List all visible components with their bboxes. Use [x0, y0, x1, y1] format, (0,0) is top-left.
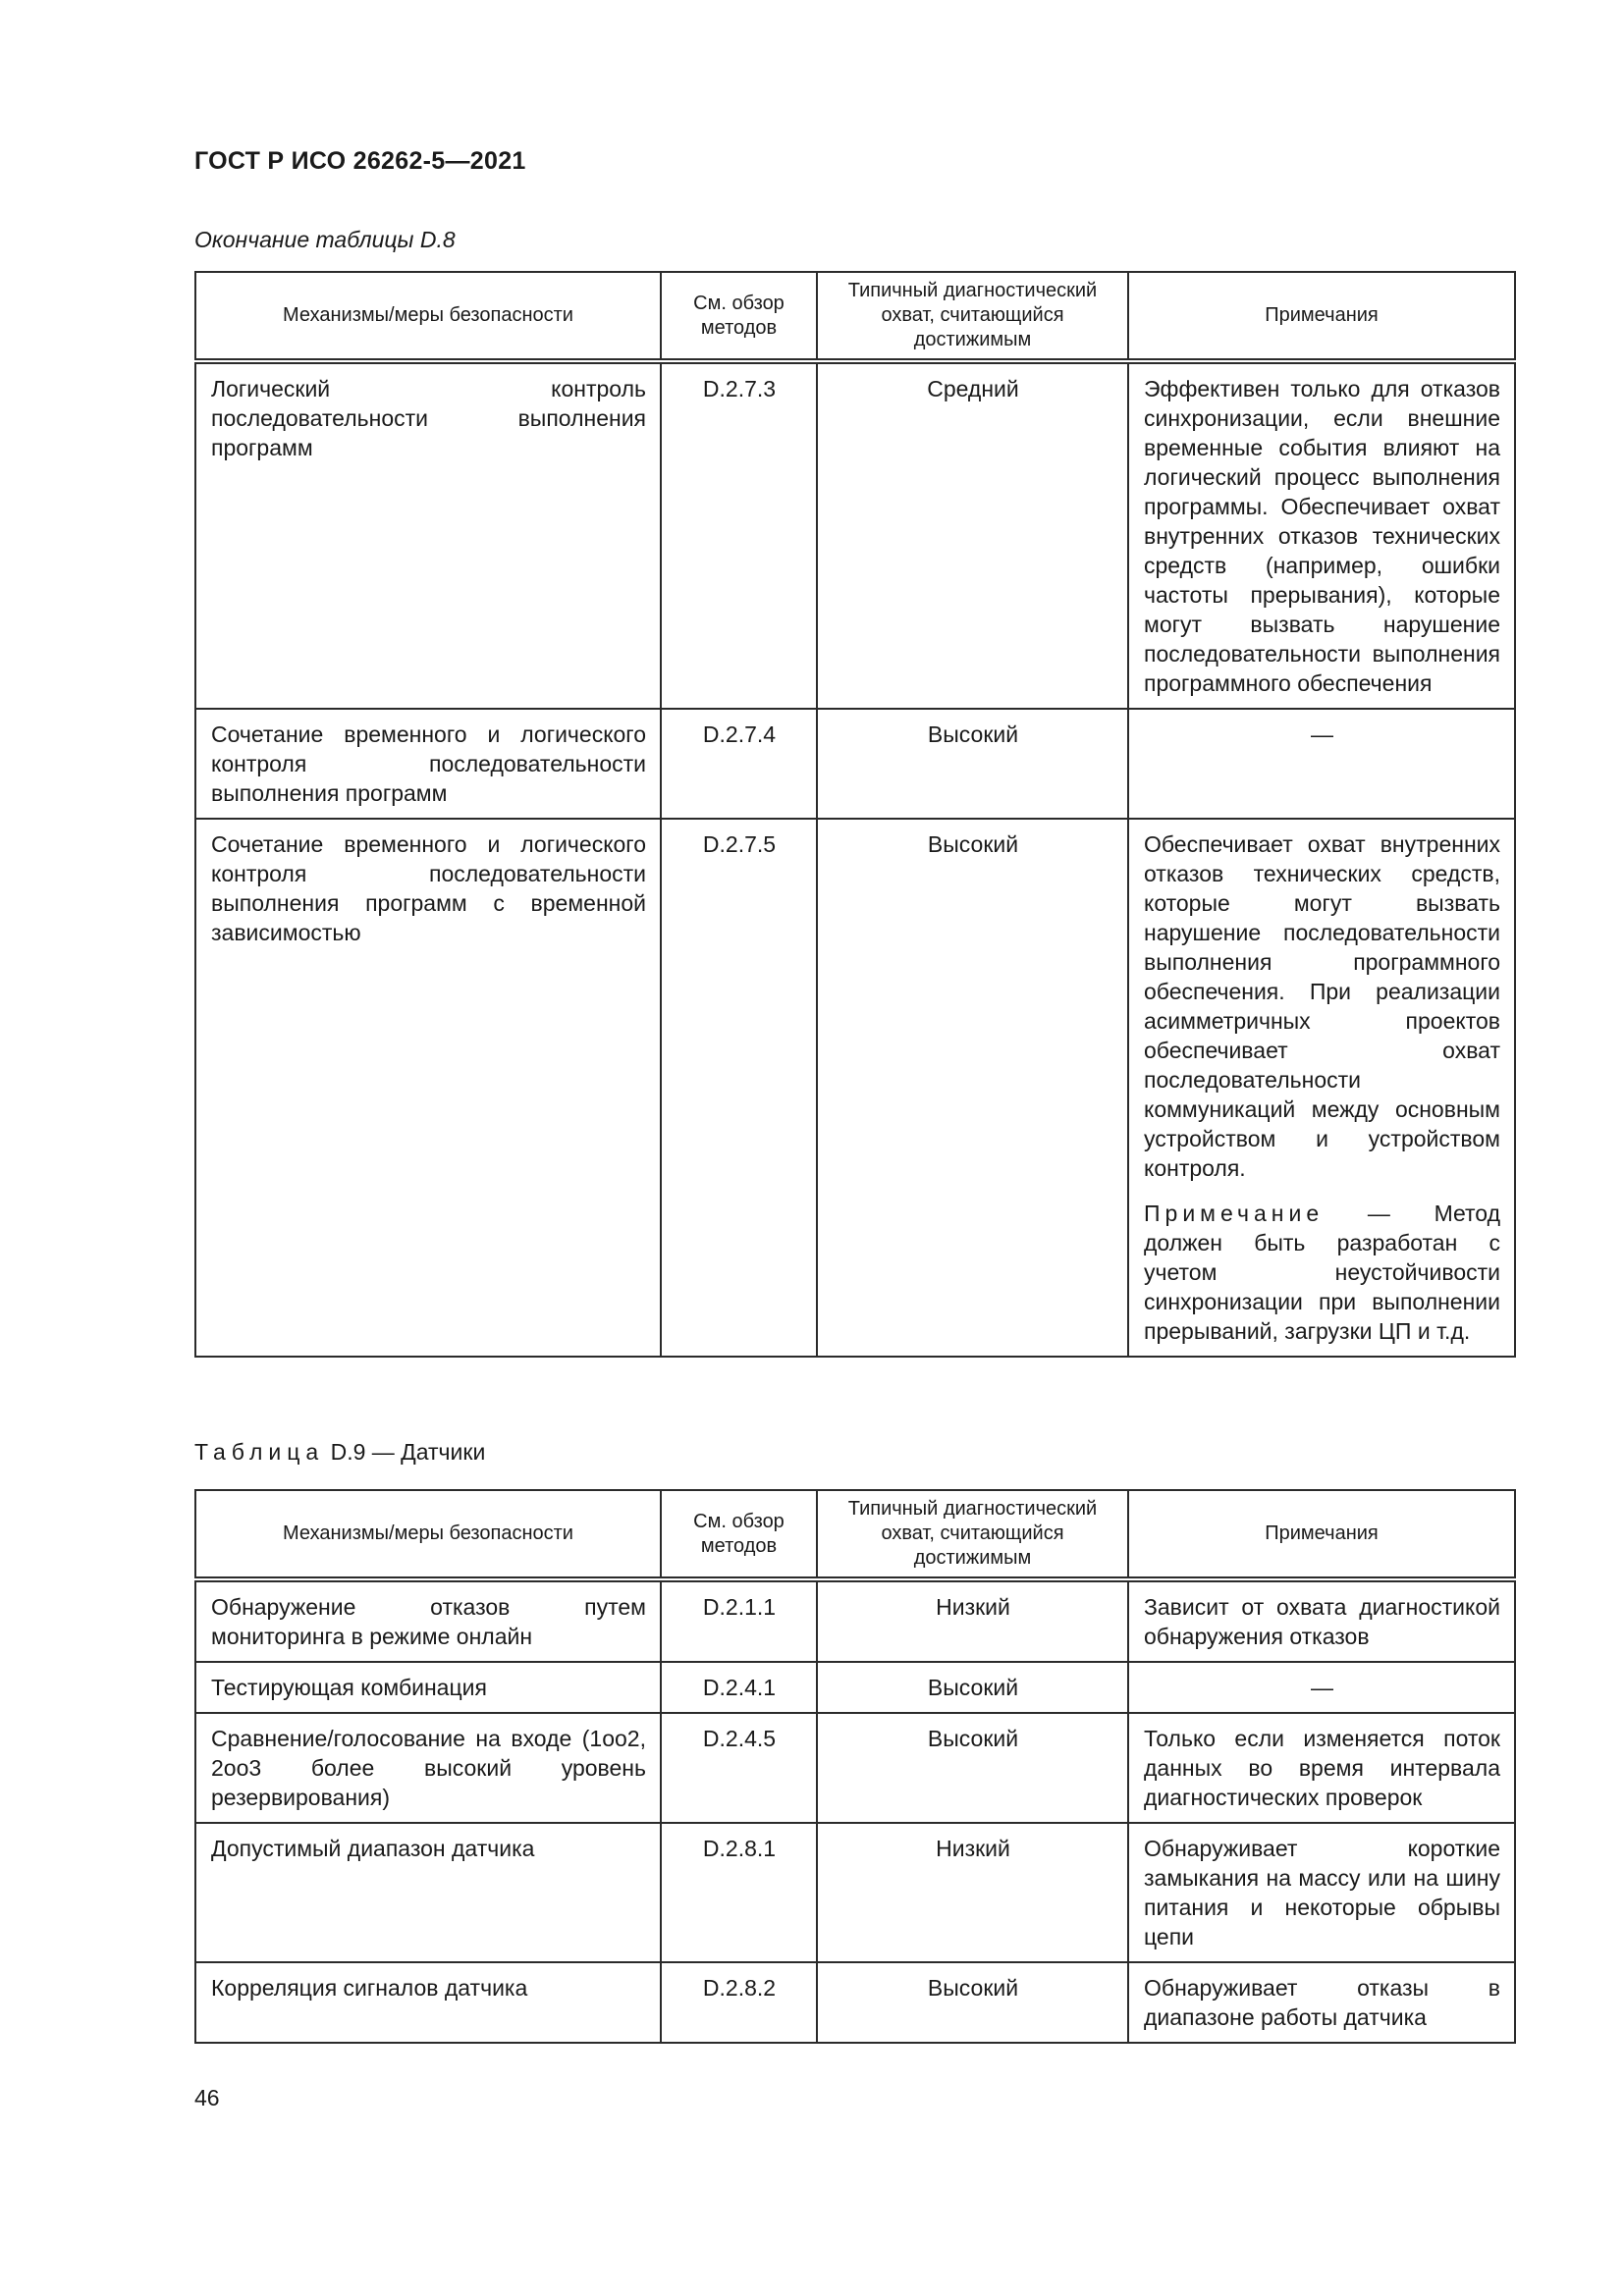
- table-row: [195, 1662, 1515, 1713]
- table-row: [195, 1823, 1515, 1962]
- method-ref-cell: D.2.4.1: [661, 1662, 817, 1713]
- column-header: См. обзор методов: [661, 1490, 817, 1579]
- coverage-cell: Низкий: [817, 1579, 1128, 1662]
- table-d9-caption: [194, 1439, 485, 1466]
- table-row: [195, 709, 1515, 819]
- table-row: [195, 361, 1515, 709]
- table-row: [195, 819, 1515, 1357]
- table-caption-title: D.9 — Датчики: [330, 1439, 486, 1465]
- method-ref-cell: D.2.4.5: [661, 1713, 817, 1823]
- column-header: Механизмы/меры безопасности: [195, 1490, 661, 1579]
- method-ref-cell: D.2.1.1: [661, 1579, 817, 1662]
- document-header: ГОСТ Р ИСО 26262-5—2021: [194, 147, 526, 175]
- note-cell: Зависит от охвата диагностикой обнаружения отказов: [1128, 1579, 1515, 1662]
- column-header: Примечания: [1128, 272, 1515, 361]
- column-header: Типичный диагностический охват, считающийся достижимым: [817, 1490, 1128, 1579]
- table-row: [195, 1962, 1515, 2043]
- mechanism-cell: Сравнение/голосование на входе (1oo2, 2oo3 более высокий уровень резервирования): [195, 1713, 661, 1823]
- note-cell: Только если изменяется поток данных во время интервала диагностических проверок: [1128, 1713, 1515, 1823]
- table-header-row: [195, 1490, 1515, 1579]
- mechanism-cell: Сочетание временного и логического контроля последовательности выполнения программ с временной зависимостью: [195, 819, 661, 1357]
- coverage-cell: Высокий: [817, 1662, 1128, 1713]
- note-label: Примечание: [1144, 1201, 1325, 1226]
- column-header: Примечания: [1128, 1490, 1515, 1579]
- mechanism-cell: Обнаружение отказов путем мониторинга в режиме онлайн: [195, 1579, 661, 1662]
- column-header: Типичный диагностический охват, считающийся достижимым: [817, 272, 1128, 361]
- mechanism-cell: Сочетание временного и логического контроля последовательности выполнения программ: [195, 709, 661, 819]
- coverage-cell: Высокий: [817, 819, 1128, 1357]
- note-remark: [1144, 1199, 1500, 1346]
- note-text: Обеспечивает охват внутренних отказов технических средств, которые могут вызвать нарушение последовательности выполнения программного обеспечения. При реализации асимметричных проектов обеспечивает охват последовательности коммуникаций между основным устройством и устройством контроля.: [1144, 831, 1500, 1181]
- coverage-cell: Низкий: [817, 1823, 1128, 1962]
- note-cell: —: [1128, 709, 1515, 819]
- note-cell: —: [1128, 1662, 1515, 1713]
- note-cell: Обнаруживает короткие замыкания на массу или на шину питания и некоторые обрывы цепи: [1128, 1823, 1515, 1962]
- note-cell: [1128, 819, 1515, 1357]
- table-d8: [194, 271, 1516, 1358]
- coverage-cell: Средний: [817, 361, 1128, 709]
- method-ref-cell: D.2.8.1: [661, 1823, 817, 1962]
- method-ref-cell: D.2.7.3: [661, 361, 817, 709]
- coverage-cell: Высокий: [817, 1962, 1128, 2043]
- page-number: 46: [194, 2085, 220, 2110]
- mechanism-cell: Логический контроль последовательности выполнения программ: [195, 361, 661, 709]
- mechanism-cell: Тестирующая комбинация: [195, 1662, 661, 1713]
- method-ref-cell: D.2.7.5: [661, 819, 817, 1357]
- column-header: См. обзор методов: [661, 272, 817, 361]
- method-ref-cell: D.2.8.2: [661, 1962, 817, 2043]
- mechanism-cell: Допустимый диапазон датчика: [195, 1823, 661, 1962]
- coverage-cell: Высокий: [817, 1713, 1128, 1823]
- table-row: [195, 1713, 1515, 1823]
- table-d9: [194, 1489, 1516, 2044]
- column-header: Механизмы/меры безопасности: [195, 272, 661, 361]
- note-cell: Обнаруживает отказы в диапазоне работы датчика: [1128, 1962, 1515, 2043]
- method-ref-cell: D.2.7.4: [661, 709, 817, 819]
- table-header-row: [195, 272, 1515, 361]
- table-d8-caption: Окончание таблицы D.8: [194, 227, 456, 252]
- coverage-cell: Высокий: [817, 709, 1128, 819]
- note-cell: Эффективен только для отказов синхронизации, если внешние временные события влияют на логический процесс выполнения программы. Обеспечивает охват внутренних отказов технических средств (например, ошибки частоты прерывания), которые могут вызвать нарушение последовательности выполнения программного обеспечения: [1128, 361, 1515, 709]
- table-caption-prefix: Таблица: [194, 1439, 325, 1465]
- table-row: [195, 1579, 1515, 1662]
- mechanism-cell: Корреляция сигналов датчика: [195, 1962, 661, 2043]
- note-remark-text: — Метод должен быть разработан с учетом неустойчивости синхронизации при выполнении прерываний, загрузки ЦП и т.д.: [1144, 1201, 1500, 1344]
